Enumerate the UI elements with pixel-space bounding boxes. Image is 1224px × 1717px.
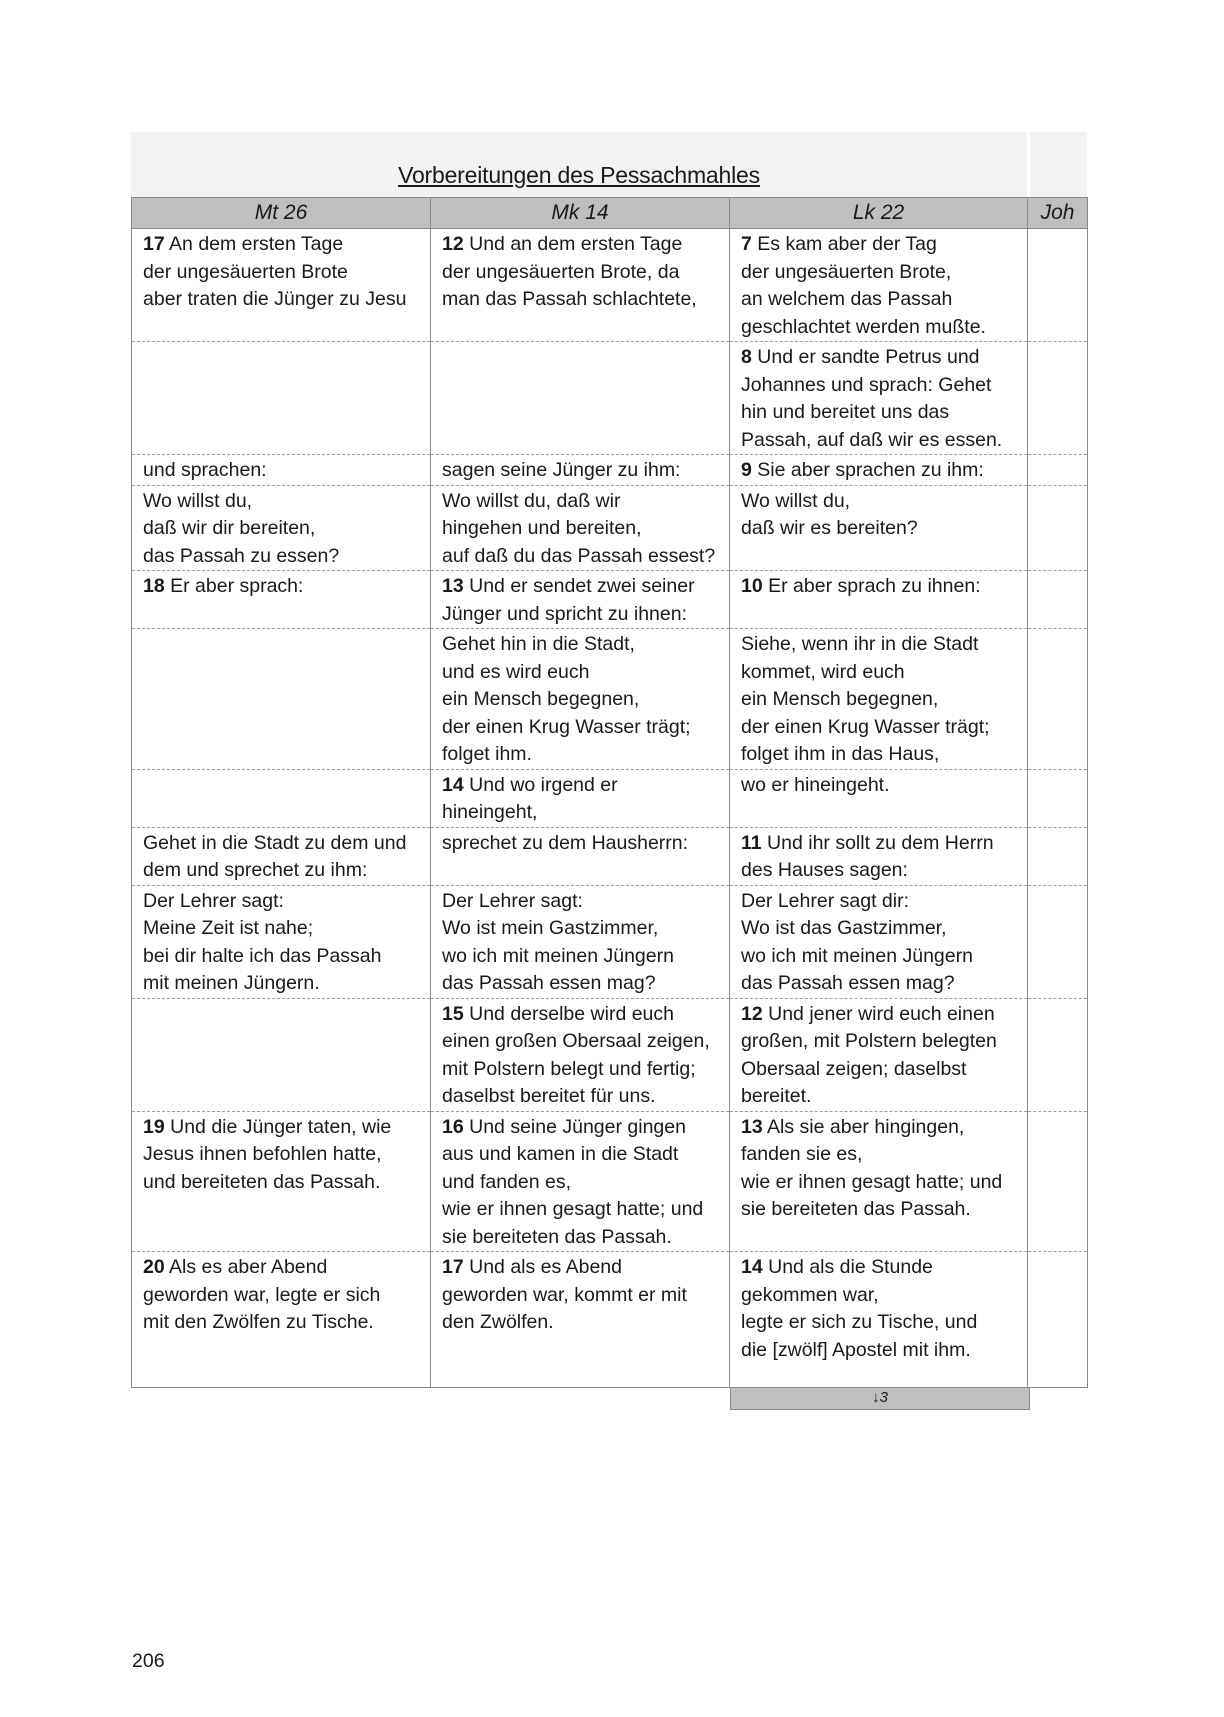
text-line bbox=[741, 344, 1021, 372]
text-line bbox=[741, 1282, 1021, 1310]
cell-joh bbox=[1028, 998, 1088, 1111]
text-line bbox=[741, 1114, 1021, 1142]
synopsis-table bbox=[131, 197, 1088, 1388]
cell-joh bbox=[1028, 571, 1088, 629]
verse-text: Obersaal zeigen; daselbst bbox=[741, 1057, 967, 1080]
text-line bbox=[442, 1254, 723, 1282]
verse-text: geworden war, legte er sich bbox=[143, 1283, 381, 1306]
cell-joh bbox=[1028, 769, 1088, 827]
page-title: Vorbereitungen des Pessachmahles bbox=[398, 162, 760, 188]
text-line bbox=[442, 970, 723, 998]
column-header-mk: Mk 14 bbox=[431, 198, 730, 229]
verse-text: der ungesäuerten Brote bbox=[143, 260, 348, 283]
verse-text: geschlachtet werden mußte. bbox=[741, 315, 986, 338]
verse-text: ein Mensch begegnen, bbox=[442, 688, 640, 710]
column-header-lk: Lk 22 bbox=[730, 198, 1028, 229]
cell-mt bbox=[132, 229, 431, 342]
verse-text: Passah, auf daß wir es essen. bbox=[741, 428, 1003, 451]
table-footer bbox=[131, 1388, 1087, 1410]
table-row bbox=[132, 769, 1088, 827]
verse-number: 14 bbox=[442, 773, 464, 796]
verse-text: sie bereiteten das Passah. bbox=[442, 1225, 672, 1248]
verse-number: 7 bbox=[741, 233, 752, 255]
verse-text: der ungesäuerten Brote, bbox=[741, 260, 952, 283]
verse-text: wo ich mit meinen Jüngern bbox=[741, 944, 973, 967]
verse-text: den Zwölfen. bbox=[442, 1311, 554, 1333]
verse-text: an welchem das Passah bbox=[741, 288, 953, 310]
text-line bbox=[442, 943, 723, 971]
cell-joh bbox=[1028, 1111, 1088, 1252]
verse-text: die [zwölf] Apostel mit ihm. bbox=[741, 1338, 971, 1361]
continuation-reference: ↓3 bbox=[730, 1388, 1030, 1410]
verse-text: daß wir es bereiten? bbox=[741, 517, 918, 539]
synopsis-sheet bbox=[131, 132, 1087, 1410]
verse-text: großen, mit Polstern belegten bbox=[741, 1030, 997, 1052]
text-line bbox=[143, 857, 424, 885]
text-line bbox=[442, 1282, 723, 1310]
verse-text: Der Lehrer sagt: bbox=[143, 889, 284, 912]
verse-text: folget ihm in das Haus, bbox=[741, 743, 940, 765]
verse-text: und sprachen: bbox=[143, 459, 267, 481]
cell-lk bbox=[730, 455, 1028, 486]
verse-text: der ungesäuerten Brote, da bbox=[442, 260, 680, 283]
verse-text: mit Polstern belegt und fertig; bbox=[442, 1057, 696, 1080]
verse-text: Siehe, wenn ihr in die Stadt bbox=[741, 633, 979, 655]
cell-lk bbox=[730, 342, 1028, 455]
verse-text: Gehet in die Stadt zu dem und bbox=[143, 831, 407, 854]
cell-mt bbox=[132, 1252, 431, 1388]
verse-text: mit den Zwölfen zu Tische. bbox=[143, 1311, 374, 1333]
verse-text: Als sie aber hingingen, bbox=[767, 1115, 965, 1138]
verse-text: gekommen war, bbox=[741, 1283, 879, 1306]
cell-joh bbox=[1028, 455, 1088, 486]
text-line bbox=[442, 772, 723, 800]
verse-text: daselbst bereitet für uns. bbox=[442, 1085, 656, 1107]
verse-text: Wo willst du, daß wir bbox=[442, 489, 621, 512]
verse-text: Es kam aber der Tag bbox=[757, 233, 937, 255]
verse-text: Wo willst du, bbox=[741, 489, 851, 512]
verse-text: Der Lehrer sagt dir: bbox=[741, 889, 909, 912]
table-row bbox=[132, 885, 1088, 998]
cell-lk bbox=[730, 229, 1028, 342]
verse-number: 14 bbox=[741, 1256, 763, 1278]
text-line bbox=[741, 427, 1021, 455]
table-row bbox=[132, 455, 1088, 486]
verse-number: 8 bbox=[741, 346, 752, 368]
text-line bbox=[741, 259, 1021, 287]
column-header-mt: Mt 26 bbox=[132, 198, 431, 229]
text-line bbox=[442, 543, 723, 571]
verse-text: Sie aber sprachen zu ihm: bbox=[757, 459, 984, 481]
verse-text: und es wird euch bbox=[442, 660, 590, 683]
text-line bbox=[741, 399, 1021, 427]
verse-text: legte er sich zu Tische, und bbox=[741, 1311, 978, 1333]
text-line bbox=[442, 686, 723, 714]
verse-text: des Hauses sagen: bbox=[741, 859, 908, 881]
text-line bbox=[741, 631, 1021, 659]
verse-text: sprechet zu dem Hausherrn: bbox=[442, 831, 689, 854]
verse-text: Und jener wird euch einen bbox=[768, 1002, 995, 1025]
text-line bbox=[741, 515, 1021, 543]
cell-mk bbox=[431, 342, 730, 455]
verse-text: dem und sprechet zu ihm: bbox=[143, 859, 368, 881]
text-line bbox=[741, 659, 1021, 687]
text-line bbox=[143, 515, 424, 543]
cell-mk bbox=[431, 1111, 730, 1252]
verse-text: Und er sandte Petrus und bbox=[757, 346, 980, 368]
cell-lk bbox=[730, 1252, 1028, 1388]
verse-text: wo er hineingeht. bbox=[741, 773, 890, 796]
text-line bbox=[741, 1056, 1021, 1084]
verse-number: 9 bbox=[741, 459, 752, 481]
text-line bbox=[741, 1309, 1021, 1337]
cell-mt bbox=[132, 827, 431, 885]
text-line bbox=[442, 259, 723, 287]
verse-text: An dem ersten Tage bbox=[169, 233, 344, 255]
text-line bbox=[442, 601, 723, 629]
cell-joh bbox=[1028, 629, 1088, 770]
verse-number: 18 bbox=[143, 575, 165, 597]
verse-text: einen großen Obersaal zeigen, bbox=[442, 1030, 710, 1052]
text-line bbox=[741, 488, 1021, 516]
verse-number: 16 bbox=[442, 1115, 464, 1138]
text-line bbox=[741, 772, 1021, 800]
verse-text: hin und bereitet uns das bbox=[741, 401, 950, 423]
text-line bbox=[741, 1028, 1021, 1056]
table-row bbox=[132, 571, 1088, 629]
cell-joh bbox=[1028, 827, 1088, 885]
text-line bbox=[143, 1169, 424, 1197]
text-line bbox=[741, 314, 1021, 342]
verse-text: mit meinen Jüngern. bbox=[143, 972, 320, 994]
cell-lk bbox=[730, 485, 1028, 571]
verse-text: Wo willst du, bbox=[143, 489, 253, 512]
verse-text: Als es aber Abend bbox=[169, 1256, 328, 1278]
verse-number: 13 bbox=[442, 575, 464, 597]
verse-text: Jesus ihnen befohlen hatte, bbox=[143, 1143, 382, 1165]
text-line bbox=[442, 573, 723, 601]
text-line bbox=[741, 1083, 1021, 1111]
text-line bbox=[741, 1254, 1021, 1282]
cell-mt bbox=[132, 455, 431, 486]
cell-mk bbox=[431, 998, 730, 1111]
text-line bbox=[442, 1114, 723, 1142]
cell-lk bbox=[730, 769, 1028, 827]
cell-mt bbox=[132, 342, 431, 455]
cell-mk bbox=[431, 485, 730, 571]
text-line bbox=[143, 286, 424, 314]
text-line bbox=[442, 659, 723, 687]
text-line bbox=[143, 1254, 424, 1282]
text-line bbox=[143, 573, 424, 601]
verse-text: hineingeht, bbox=[442, 801, 538, 823]
text-line bbox=[143, 915, 424, 943]
title-side-cell bbox=[1030, 132, 1087, 197]
verse-text: auf daß du das Passah essest? bbox=[442, 544, 716, 567]
cell-joh bbox=[1028, 1252, 1088, 1388]
verse-text: kommet, wird euch bbox=[741, 660, 905, 683]
table-row bbox=[132, 629, 1088, 770]
text-line bbox=[741, 888, 1021, 916]
text-line bbox=[442, 799, 723, 827]
verse-text: das Passah essen mag? bbox=[442, 972, 656, 994]
cell-mk bbox=[431, 571, 730, 629]
text-line bbox=[143, 231, 424, 259]
text-line bbox=[143, 1141, 424, 1169]
title-row bbox=[131, 132, 1087, 197]
text-line bbox=[741, 970, 1021, 998]
verse-number: 12 bbox=[442, 233, 464, 255]
text-line bbox=[442, 915, 723, 943]
verse-text: hingehen und bereiten, bbox=[442, 517, 642, 539]
verse-text: Und er sendet zwei seiner bbox=[469, 575, 695, 597]
cell-joh bbox=[1028, 229, 1088, 342]
cell-mt bbox=[132, 1111, 431, 1252]
verse-number: 12 bbox=[741, 1002, 763, 1025]
verse-text: bei dir halte ich das Passah bbox=[143, 944, 382, 967]
verse-text: Johannes und sprach: Gehet bbox=[741, 373, 992, 396]
page-number: 206 bbox=[132, 1650, 165, 1672]
verse-text: Er aber sprach zu ihnen: bbox=[768, 575, 981, 597]
text-line bbox=[442, 1028, 723, 1056]
text-line bbox=[741, 457, 1021, 485]
text-line bbox=[741, 1196, 1021, 1224]
text-line bbox=[143, 970, 424, 998]
verse-text: wie er ihnen gesagt hatte; und bbox=[741, 1170, 1003, 1193]
verse-text: Und an dem ersten Tage bbox=[469, 233, 683, 255]
text-line bbox=[741, 231, 1021, 259]
cell-lk bbox=[730, 885, 1028, 998]
verse-text: Und derselbe wird euch bbox=[469, 1002, 674, 1025]
title-cell bbox=[131, 132, 1027, 197]
verse-text: Gehet hin in die Stadt, bbox=[442, 633, 635, 655]
verse-text: ein Mensch begegnen, bbox=[741, 688, 939, 710]
text-line bbox=[442, 1196, 723, 1224]
text-line bbox=[442, 888, 723, 916]
verse-text: sagen seine Jünger zu ihm: bbox=[442, 459, 681, 481]
text-line bbox=[442, 286, 723, 314]
verse-text: das Passah essen mag? bbox=[741, 972, 955, 994]
cell-lk bbox=[730, 827, 1028, 885]
text-line bbox=[442, 1169, 723, 1197]
text-line bbox=[741, 1169, 1021, 1197]
cell-mt bbox=[132, 769, 431, 827]
text-line bbox=[143, 1282, 424, 1310]
text-line bbox=[143, 488, 424, 516]
text-line bbox=[741, 686, 1021, 714]
verse-number: 10 bbox=[741, 575, 763, 597]
cell-mt bbox=[132, 629, 431, 770]
verse-text: wie er ihnen gesagt hatte; und bbox=[442, 1198, 704, 1220]
table-row bbox=[132, 827, 1088, 885]
text-line bbox=[442, 1309, 723, 1337]
text-line bbox=[741, 857, 1021, 885]
text-line bbox=[741, 915, 1021, 943]
verse-text: Der Lehrer sagt: bbox=[442, 889, 583, 912]
cell-mk bbox=[431, 885, 730, 998]
cell-mk bbox=[431, 769, 730, 827]
text-line bbox=[143, 1114, 424, 1142]
cell-mk bbox=[431, 455, 730, 486]
cell-mt bbox=[132, 885, 431, 998]
cell-joh bbox=[1028, 885, 1088, 998]
verse-text: fanden sie es, bbox=[741, 1143, 863, 1165]
cell-mk bbox=[431, 229, 730, 342]
text-line bbox=[143, 457, 424, 485]
verse-text: Meine Zeit ist nahe; bbox=[143, 917, 314, 939]
verse-text: geworden war, kommt er mit bbox=[442, 1283, 687, 1306]
verse-text: Und ihr sollt zu dem Herrn bbox=[767, 831, 994, 854]
text-line bbox=[442, 714, 723, 742]
text-line bbox=[143, 830, 424, 858]
cell-mk bbox=[431, 629, 730, 770]
verse-number: 13 bbox=[741, 1115, 763, 1138]
verse-number: 17 bbox=[143, 233, 165, 255]
cell-mt bbox=[132, 998, 431, 1111]
verse-text: Und seine Jünger gingen bbox=[469, 1115, 686, 1138]
verse-text: Wo ist mein Gastzimmer, bbox=[442, 917, 659, 939]
verse-text: aber traten die Jünger zu Jesu bbox=[143, 288, 407, 310]
text-line bbox=[741, 714, 1021, 742]
table-row bbox=[132, 998, 1088, 1111]
column-header-joh: Joh bbox=[1028, 198, 1088, 229]
table-row bbox=[132, 1252, 1088, 1388]
verse-text: der einen Krug Wasser trägt; bbox=[442, 715, 691, 738]
verse-number: 19 bbox=[143, 1115, 165, 1138]
verse-text: wo ich mit meinen Jüngern bbox=[442, 944, 674, 967]
table-row bbox=[132, 485, 1088, 571]
verse-text: Und die Jünger taten, wie bbox=[170, 1115, 392, 1138]
text-line bbox=[442, 741, 723, 769]
text-line bbox=[741, 1337, 1021, 1365]
verse-text: der einen Krug Wasser trägt; bbox=[741, 715, 990, 738]
verse-text: Er aber sprach: bbox=[170, 575, 304, 597]
verse-text: sie bereiteten das Passah. bbox=[741, 1198, 971, 1220]
text-line bbox=[741, 943, 1021, 971]
text-line bbox=[442, 1083, 723, 1111]
text-line bbox=[143, 943, 424, 971]
text-line bbox=[741, 286, 1021, 314]
text-line bbox=[741, 573, 1021, 601]
verse-text: das Passah zu essen? bbox=[143, 544, 340, 567]
verse-text: Wo ist das Gastzimmer, bbox=[741, 917, 947, 939]
verse-number: 20 bbox=[143, 1256, 165, 1278]
text-line bbox=[143, 888, 424, 916]
verse-text: Und als die Stunde bbox=[768, 1256, 933, 1278]
verse-text: Und als es Abend bbox=[469, 1256, 622, 1278]
text-line bbox=[741, 830, 1021, 858]
text-line bbox=[442, 457, 723, 485]
cell-mk bbox=[431, 1252, 730, 1388]
verse-number: 17 bbox=[442, 1256, 464, 1278]
text-line bbox=[442, 515, 723, 543]
table-row bbox=[132, 1111, 1088, 1252]
cell-lk bbox=[730, 1111, 1028, 1252]
text-line bbox=[143, 1309, 424, 1337]
verse-text: folget ihm. bbox=[442, 743, 532, 765]
text-line bbox=[442, 830, 723, 858]
text-line bbox=[741, 372, 1021, 400]
cell-lk bbox=[730, 998, 1028, 1111]
text-line bbox=[442, 1001, 723, 1029]
text-line bbox=[143, 259, 424, 287]
text-line bbox=[143, 543, 424, 571]
cell-joh bbox=[1028, 342, 1088, 455]
text-line bbox=[442, 1056, 723, 1084]
text-line bbox=[442, 231, 723, 259]
table-row bbox=[132, 342, 1088, 455]
verse-text: bereitet. bbox=[741, 1085, 812, 1107]
text-line bbox=[442, 631, 723, 659]
verse-number: 15 bbox=[442, 1002, 464, 1025]
text-line bbox=[442, 1141, 723, 1169]
verse-text: man das Passah schlachtete, bbox=[442, 288, 697, 310]
verse-text: aus und kamen in die Stadt bbox=[442, 1143, 679, 1165]
verse-number: 11 bbox=[741, 831, 762, 854]
cell-mt bbox=[132, 485, 431, 571]
text-line bbox=[741, 1001, 1021, 1029]
header-row bbox=[132, 198, 1088, 229]
verse-text: daß wir dir bereiten, bbox=[143, 517, 316, 539]
cell-mt bbox=[132, 571, 431, 629]
text-line bbox=[741, 741, 1021, 769]
verse-text: und bereiteten das Passah. bbox=[143, 1170, 381, 1193]
verse-text: und fanden es, bbox=[442, 1170, 572, 1193]
text-line bbox=[741, 1141, 1021, 1169]
cell-lk bbox=[730, 629, 1028, 770]
table-body bbox=[132, 229, 1088, 1388]
cell-joh bbox=[1028, 485, 1088, 571]
text-line bbox=[442, 488, 723, 516]
cell-mk bbox=[431, 827, 730, 885]
table-row bbox=[132, 229, 1088, 342]
verse-text: Jünger und spricht zu ihnen: bbox=[442, 602, 687, 625]
text-line bbox=[442, 1224, 723, 1252]
cell-lk bbox=[730, 571, 1028, 629]
verse-text: Und wo irgend er bbox=[469, 773, 618, 796]
